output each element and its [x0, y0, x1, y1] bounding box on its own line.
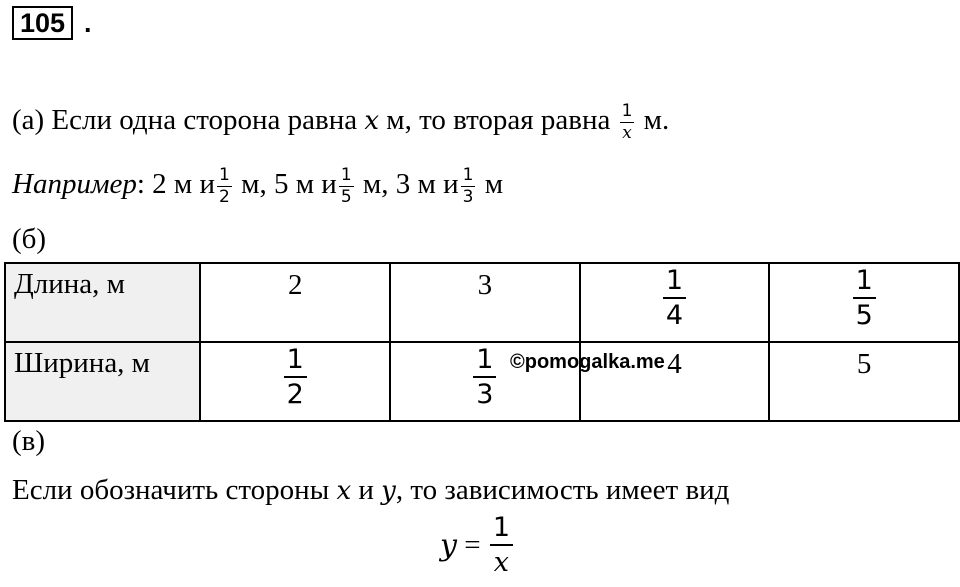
row-header-width: Ширина, м	[5, 342, 200, 421]
part-v-line	[12, 473, 729, 508]
example-label: Например	[12, 168, 137, 201]
example-line	[12, 167, 503, 206]
formula-lhs: y	[440, 527, 457, 563]
cell-value: 3	[477, 269, 493, 301]
example-fraction-1	[217, 167, 232, 206]
fraction-denominator: 3	[462, 187, 474, 207]
part-v-text2: , то зависимость имеет вид	[395, 474, 730, 506]
fraction-bar	[473, 376, 496, 378]
example-text-4: м	[477, 168, 504, 201]
dimensions-table	[4, 262, 960, 422]
fraction-numerator: 1	[665, 265, 684, 296]
problem-number-dot: .	[84, 8, 92, 38]
part-a-text2: м, то вторая равна	[379, 104, 618, 137]
part-a-var-x: x	[364, 106, 380, 137]
part-v-var-y: y	[381, 476, 396, 506]
row-header-length: Длина, м	[5, 263, 200, 342]
part-v-text1: Если обозначить стороны	[12, 474, 337, 506]
watermark: ©pomogalka.me	[510, 351, 665, 373]
table-cell	[580, 263, 770, 342]
cell-fraction	[284, 346, 307, 408]
fraction-numerator: 1	[621, 101, 633, 121]
part-a-text1: (а) Если одна сторона равна	[12, 104, 365, 137]
fraction-numerator: 1	[219, 165, 230, 185]
fraction-bar	[284, 376, 307, 378]
fraction-denominator: 2	[219, 187, 230, 207]
table-cell	[769, 263, 959, 342]
fraction-numerator: 1	[340, 165, 352, 185]
fraction-denominator: x	[493, 547, 510, 578]
fraction-denominator: x	[622, 123, 632, 143]
table-cell	[200, 263, 390, 342]
cell-value: 5	[856, 348, 872, 380]
fraction-numerator: 1	[855, 265, 873, 296]
fraction-bar	[663, 297, 686, 299]
part-v-label: (в)	[12, 425, 46, 457]
fraction-numerator: 1	[462, 165, 474, 185]
formula-equals: =	[456, 528, 488, 561]
example-fraction-3	[461, 167, 476, 206]
part-v-and: и	[351, 474, 382, 506]
fraction-numerator: 1	[286, 344, 304, 375]
example-text-2: м, 5 м и	[233, 168, 337, 201]
fraction-numerator: 1	[476, 344, 494, 375]
fraction-bar	[490, 544, 513, 546]
formula	[440, 514, 515, 576]
table-row-width	[5, 342, 959, 421]
example-text-3: м, 3 м и	[355, 168, 459, 201]
cell-fraction	[473, 346, 496, 408]
fraction-bar	[853, 297, 876, 299]
part-b-label: (б)	[12, 223, 47, 255]
example-text-1: : 2 м и	[136, 168, 216, 201]
part-a-fraction	[620, 103, 635, 142]
fraction-denominator: 5	[855, 300, 873, 331]
cell-fraction	[853, 267, 876, 329]
table-cell	[200, 342, 390, 421]
fraction-numerator: 1	[492, 512, 510, 543]
problem-number: 105	[12, 6, 73, 40]
example-fraction-2	[339, 167, 354, 206]
cell-value: 2	[287, 269, 303, 301]
fraction-denominator: 4	[665, 300, 684, 331]
part-v-var-x: x	[336, 476, 352, 506]
fraction-denominator: 5	[340, 187, 352, 207]
cell-value: 4	[667, 348, 682, 380]
table-cell	[390, 263, 580, 342]
cell-fraction	[663, 267, 686, 329]
part-a-line	[12, 103, 669, 142]
fraction-denominator: 3	[476, 379, 494, 410]
table-row-length	[5, 263, 959, 342]
fraction-denominator: 2	[286, 379, 304, 410]
part-a-text3: м.	[636, 104, 670, 137]
table-cell	[769, 342, 959, 421]
formula-fraction	[490, 514, 513, 576]
